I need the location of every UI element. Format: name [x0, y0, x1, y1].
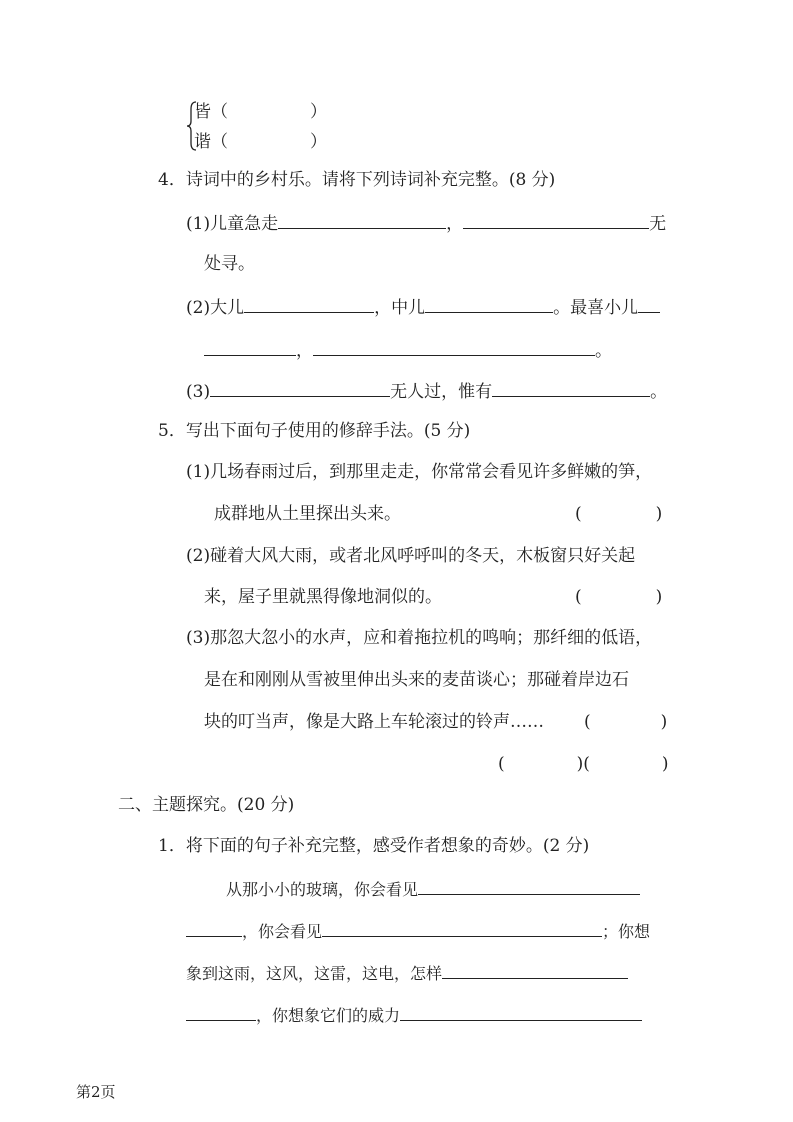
q3-item-xie: 谐（ ） [194, 132, 327, 152]
q4-line2: (2)大儿 ，中儿 。最喜小儿 [186, 294, 660, 320]
q4-line1-cont: 处寻。 [204, 254, 255, 274]
q4-title: 4．诗词中的乡村乐。请将下列诗词补充完整。(8 分) [158, 170, 556, 190]
q4-blank-1b[interactable] [463, 210, 649, 229]
q4-blank-2d[interactable] [204, 337, 296, 356]
q5-s2-answer-paren[interactable]: ( ) [575, 587, 663, 607]
q4-line2-cont: ， 。 [204, 337, 612, 363]
q4-blank-2b[interactable] [425, 294, 553, 313]
q5-s1-line2: 成群地从土里探出头来。 [214, 504, 401, 524]
q4-blank-3b[interactable] [492, 378, 650, 397]
q5-s2-line1: (2)碰着大风大雨，或者北风呼呼叫的冬天，木板窗只好关起 [186, 546, 636, 566]
section2-q1-title: 1．将下面的句子补充完整，感受作者想象的奇妙。(2 分) [158, 836, 590, 856]
q5-s3-answer-paren-1[interactable]: ( ) [584, 712, 668, 732]
s2-blank-5[interactable] [186, 1002, 256, 1021]
q4-blank-3a[interactable] [210, 378, 390, 397]
q4-blank-2c[interactable] [638, 294, 660, 313]
q5-title: 5．写出下面句子使用的修辞手法。(5 分) [158, 421, 471, 441]
q5-s3-answer-paren-2[interactable]: ( )( ) [498, 754, 669, 774]
q5-s2-line2: 来，屋子里就黑得像地洞似的。 [204, 587, 442, 607]
s2-blank-3[interactable] [322, 918, 602, 937]
s2-blank-6[interactable] [400, 1002, 642, 1021]
q4-blank-2a[interactable] [244, 294, 374, 313]
q5-s1-answer-paren[interactable]: ( ) [575, 504, 663, 524]
q4-line3: (3) 无人过，惟有 。 [186, 378, 667, 404]
s2-blank-2[interactable] [186, 918, 242, 937]
s2-p1: 从那小小的玻璃，你会看见 [226, 876, 640, 902]
s2-p2: ，你会看见 ；你想 [186, 918, 650, 944]
s2-p3: 象到这雨，这风，这雷，这电，怎样 [186, 960, 628, 986]
q4-blank-2e[interactable] [313, 337, 595, 356]
s2-blank-4[interactable] [442, 960, 628, 979]
q5-s3-line3: 块的叮当声，像是大路上车轮滚过的铃声…… [204, 712, 544, 732]
s2-p4: ，你想象它们的威力 [186, 1002, 642, 1028]
page-number: 第2页 [76, 1083, 116, 1101]
q3-item-jie: 皆（ ） [194, 102, 327, 122]
q4-blank-1a[interactable] [278, 210, 446, 229]
s2-blank-1[interactable] [418, 876, 640, 895]
q5-s3-line2: 是在和刚刚从雪被里伸出头来的麦苗谈心；那碰着岸边石 [204, 670, 629, 690]
section2-title: 二、主题探究。(20 分) [118, 795, 295, 815]
q5-s1-line1: (1)几场春雨过后，到那里走走，你常常会看见许多鲜嫩的笋， [186, 462, 653, 482]
q4-line1: (1)儿童急走 ， 无 [186, 210, 666, 236]
q5-s3-line1: (3)那忽大忽小的水声，应和着拖拉机的鸣响；那纤细的低语， [186, 628, 653, 648]
